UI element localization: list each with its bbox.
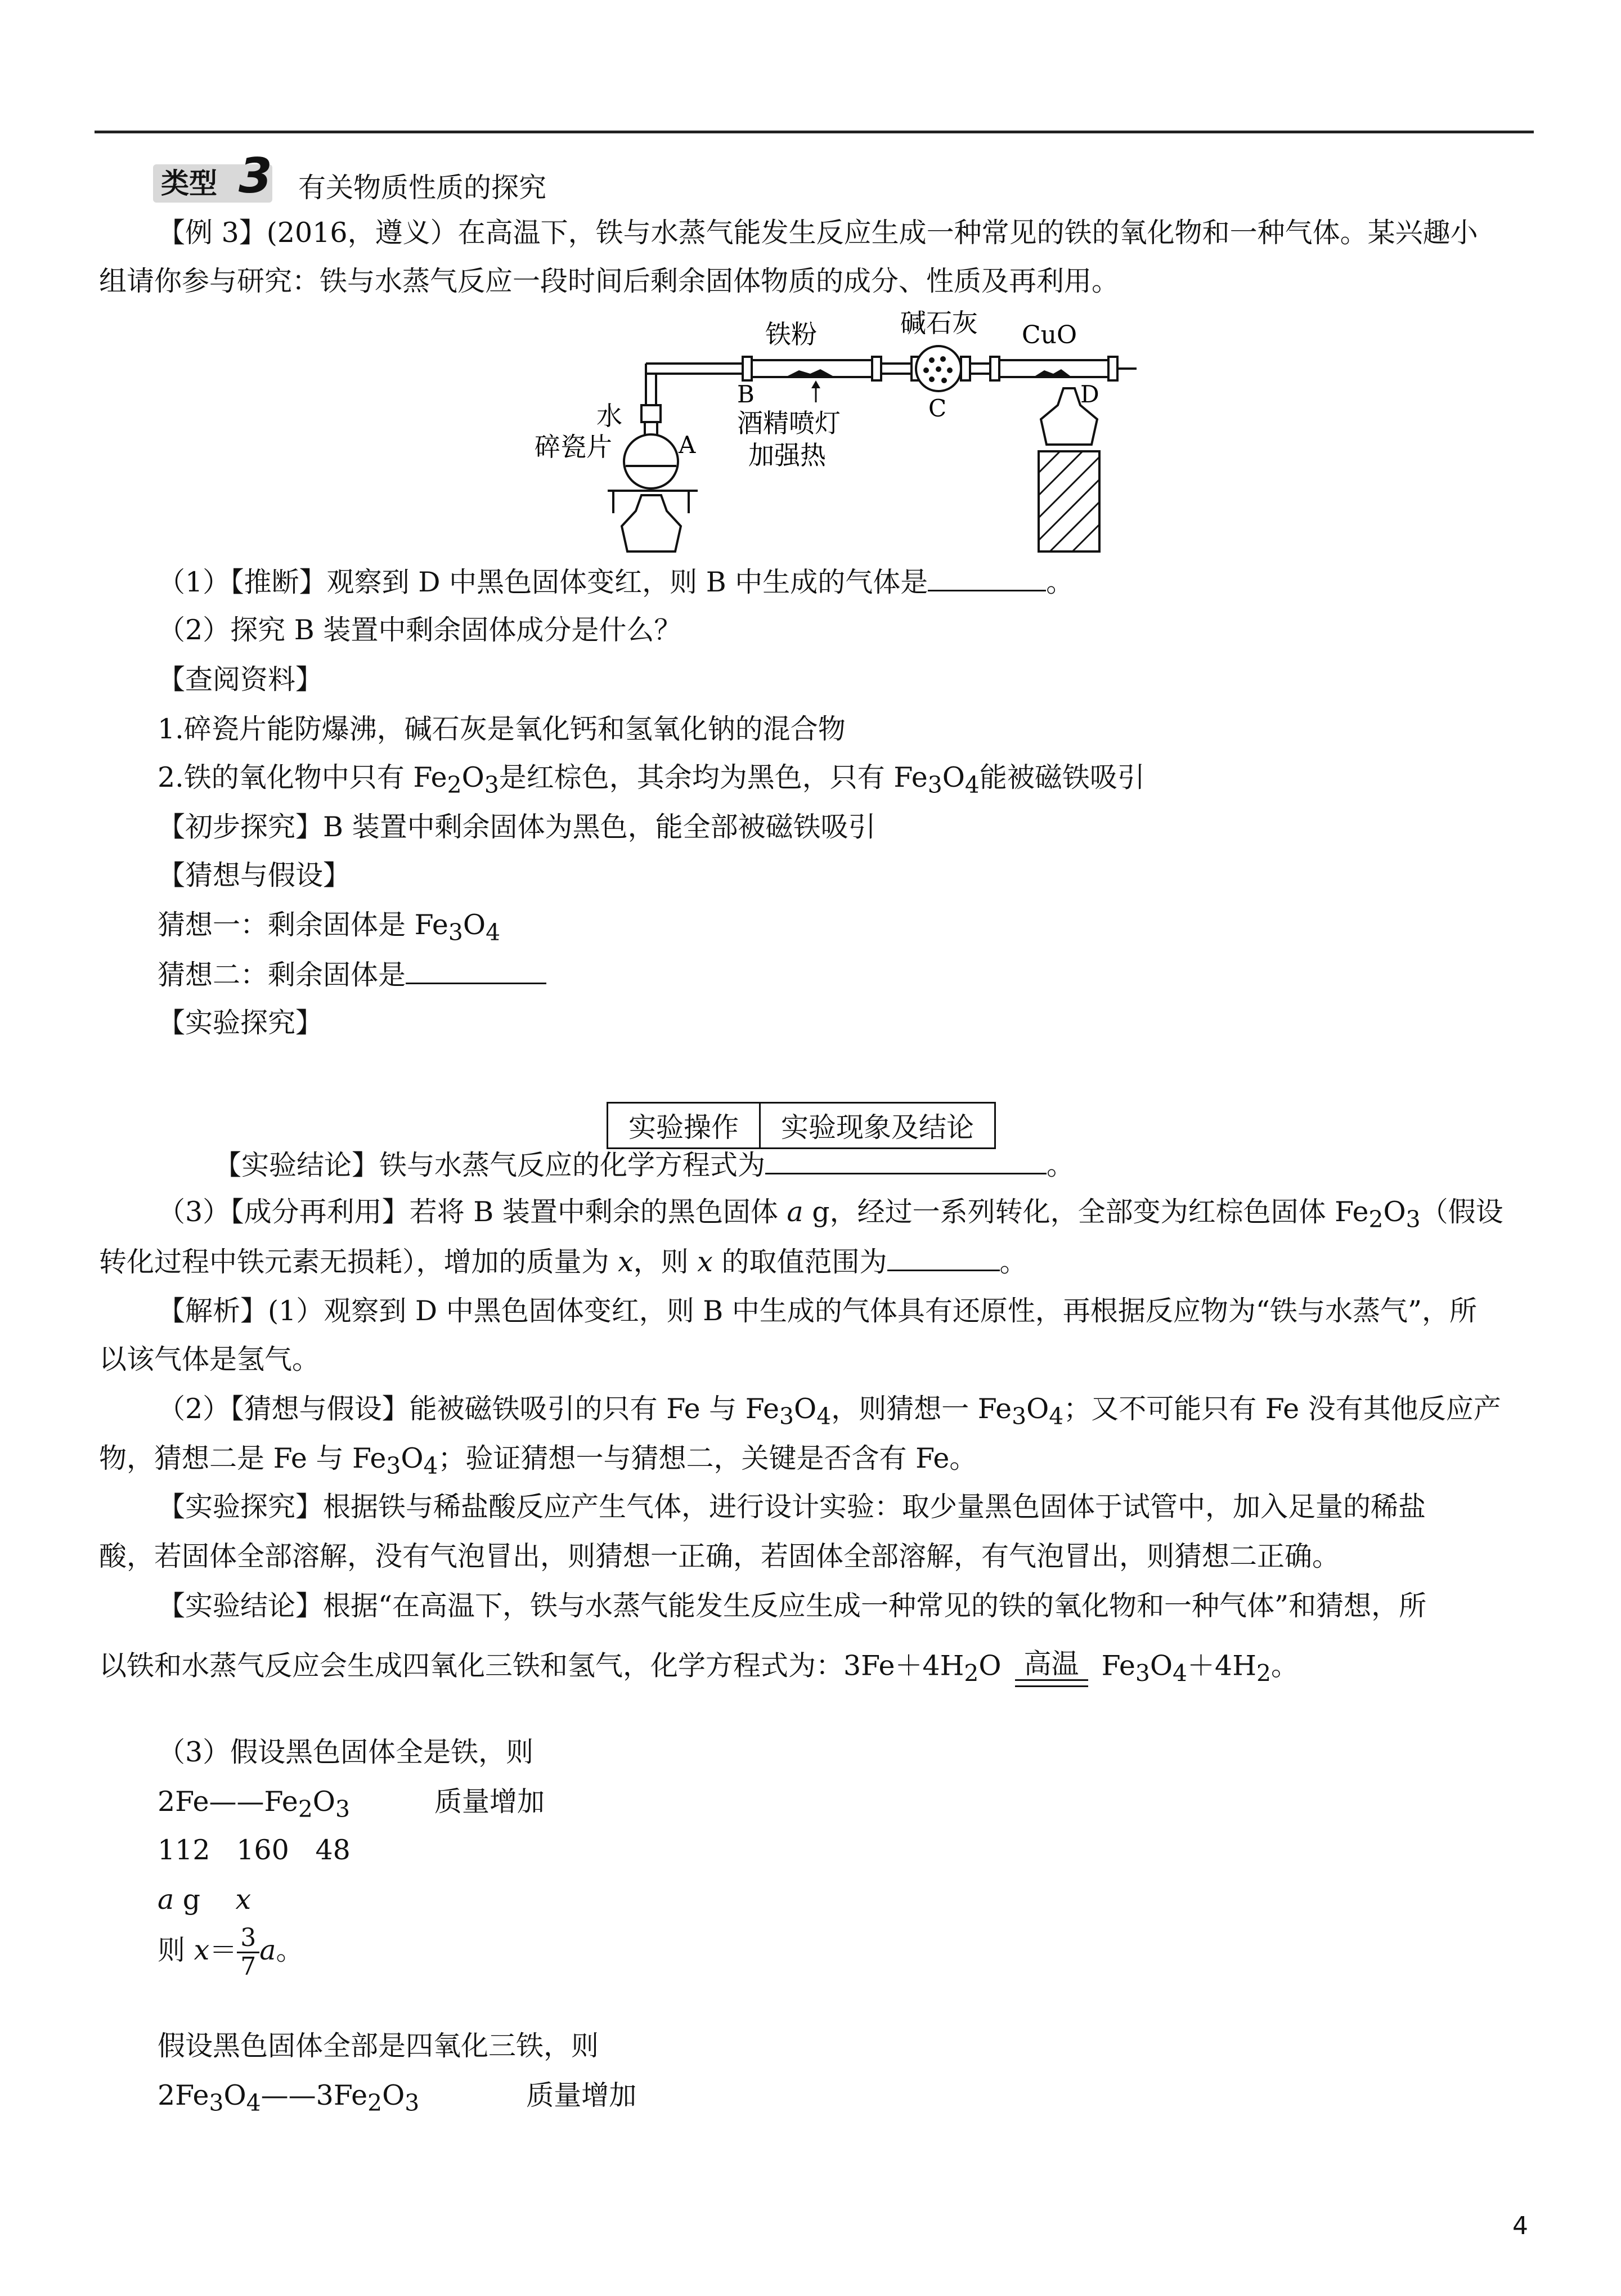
label-water: 水 (596, 401, 622, 431)
analysis-4b: 以铁和水蒸气反应会生成四氧化三铁和氢气，化学方程式为：$3Fe+4H_2O$ 高温 $Fe_3O_4+4H_2$。 (99, 1648, 1299, 1687)
experiment-title: 【实验探究】 (158, 1007, 324, 1039)
reference-1: 1.碎瓷片能防爆沸，碱石灰是氧化钙和氢氧化钠的混合物 (158, 713, 846, 745)
table-col-result: 实验现象及结论 (760, 1103, 995, 1149)
calc-line-3: 112 160 48 (158, 1834, 351, 1866)
question-1: （1）【推断】观察到 D 中黑色固体变红，则 B 中生成的气体是 。 (158, 566, 1074, 598)
hypothesis-1: 猜想一：剩余固体是 $Fe_3O_4$ (158, 909, 501, 946)
label-c: C (928, 394, 947, 422)
fraction: $\frac{3}{7}$ (237, 1925, 259, 1980)
hypothesis-title: 【猜想与假设】 (158, 859, 351, 891)
calc-line-1: （3）假设黑色固体全是铁，则 (158, 1736, 534, 1768)
hypothesis-2: 猜想二：剩余固体是 (158, 958, 546, 992)
experiment-table (607, 1102, 996, 1149)
label-lamp-2: 加强热 (748, 440, 826, 470)
calc-line-4: a g x (158, 1884, 252, 1916)
page-number: 4 (1512, 2212, 1528, 2240)
label-a: A (679, 431, 696, 459)
apparatus-diagram (535, 304, 1148, 563)
calc-line-5: 则 x＝ $\frac{3}{7}$ a。 (158, 1923, 304, 1981)
example-line-1: 【例 3】(2016，遵义）在高温下，铁与水蒸气能发生反应生成一种常见的铁的氧化物和一种气体。某兴趣小 (158, 217, 1478, 249)
type-number: 3 (239, 148, 272, 204)
label-porcelain: 碎瓷片 (535, 432, 612, 462)
calc-line-2: $2Fe——Fe_2O_3$ 质量增加 (158, 1786, 545, 1823)
initial-exploration: 【初步探究】B 装置中剩余固体为黑色，能全部被磁铁吸引 (158, 811, 876, 843)
section-title: 有关物质性质的探究 (298, 172, 547, 204)
analysis-2b: 物，猜想二是 Fe 与 $Fe_3O_4$；验证猜想一与猜想二，关键是否含有 Fe。 (99, 1442, 977, 1479)
table-col-operation: 实验操作 (608, 1103, 760, 1149)
label-b: B (737, 380, 755, 408)
label-lamp-1: 酒精喷灯 (737, 408, 841, 438)
analysis-1b: 以该气体是氢气。 (99, 1343, 320, 1375)
label-d: D (1080, 380, 1099, 408)
analysis-2a: （2）【猜想与假设】能被磁铁吸引的只有 Fe 与 $Fe_3O_4$，则猜想一 $Fe_3O_4$；又不可能只有 Fe 没有其他反应产 (158, 1393, 1501, 1430)
example-line-2: 组请你参与研究：铁与水蒸气反应一段时间后剩余固体物质的成分、性质及再利用。 (99, 265, 1120, 297)
label-cuo: CuO (1022, 321, 1077, 349)
analysis-4a: 【实验结论】根据“在高温下，铁与水蒸气能发生反应生成一种常见的铁的氧化物和一种气体”和猜想，所 (158, 1590, 1427, 1622)
label-soda-lime: 碱石灰 (900, 308, 978, 338)
question-3-line-1: （3）【成分再利用】若将 B 装置中剩余的黑色固体 a g，经过一系列转化，全部变为红棕色固体 $Fe_2O_3$（假设 (158, 1196, 1503, 1233)
question-3-line-2: 转化过程中铁元素无损耗），增加的质量为 x，则 x 的取值范围为 。 (99, 1246, 1027, 1278)
reaction-condition: 高温 (1015, 1649, 1088, 1687)
reference-2: 2.铁的氧化物中只有 $Fe_2O_3$是红棕色，其余均为黑色，只有 $Fe_3O_4$能被磁铁吸引 (158, 761, 1145, 799)
experiment-conclusion: 【实验结论】铁与水蒸气反应的化学方程式为 。 (214, 1149, 1075, 1181)
type-label: 类型 (161, 167, 217, 200)
reference-title: 【查阅资料】 (158, 663, 324, 696)
label-iron-powder: 铁粉 (765, 319, 817, 349)
analysis-3b: 酸，若固体全部溶解，没有气泡冒出，则猜想一正确，若固体全部溶解，有气泡冒出，则猜想二正确。 (99, 1540, 1340, 1572)
analysis-3a: 【实验探究】根据铁与稀盐酸反应产生气体，进行设计实验：取少量黑色固体于试管中，加入足量的稀盐 (158, 1491, 1426, 1523)
question-2: （2）探究 B 装置中剩余固体成分是什么？ (158, 614, 682, 646)
analysis-1a: 【解析】(1）观察到 D 中黑色固体变红，则 B 中生成的气体具有还原性，再根据反应物为“铁与水蒸气”，所 (158, 1295, 1477, 1327)
top-rule (95, 131, 1534, 133)
calc-line-6: 假设黑色固体全部是四氧化三铁，则 (158, 2030, 599, 2062)
calc-line-7: $2Fe_3O_4——3Fe_2O_3$ 质量增加 (158, 2079, 637, 2116)
